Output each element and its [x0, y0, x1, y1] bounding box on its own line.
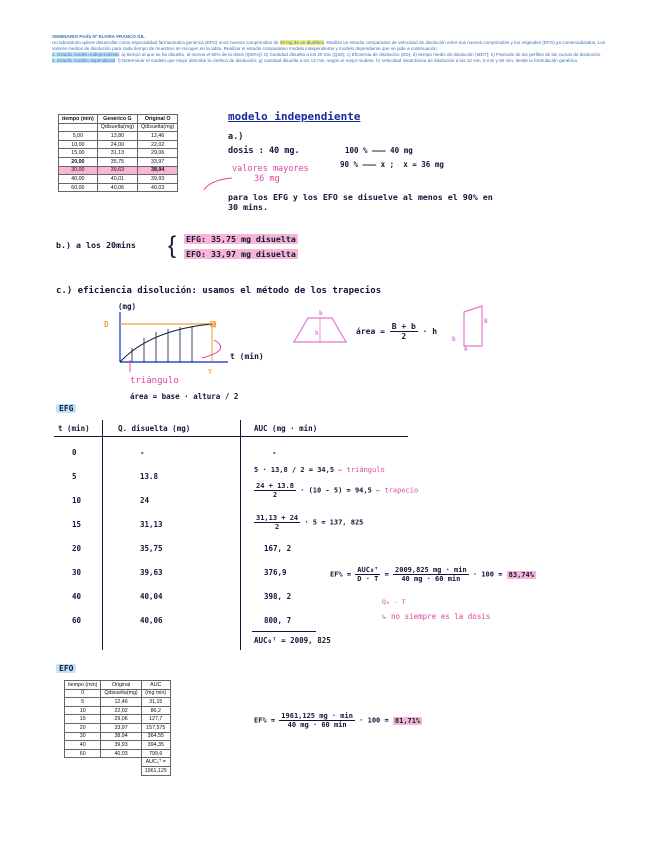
table-row: 30 38,94 364,55 [65, 732, 171, 741]
graph-q-label: Q [212, 320, 217, 329]
seminar-title: SEMINARIO Profa Nº ELVIRA FRANCO GIL [52, 34, 145, 39]
dosis: dosis : 40 mg. [228, 146, 300, 156]
efg-time: 10 [72, 496, 82, 505]
efg-auc: 398, 2 [264, 592, 292, 601]
dose-note: ↳ no siempre es la dosis [382, 612, 491, 621]
efg-q: 31,13 [140, 520, 163, 529]
efg-time: 15 [72, 520, 82, 529]
table-row: 15 29,06 127,7 [65, 715, 171, 724]
table-row: 40,00 40,01 39,93 [59, 175, 178, 184]
item-2: 2. Estudio modelo dependiente: f) Determinar el modelo que mejor describe la cinética de disolución; g) cantidad disuelta a los 12 min, según el mejor modelo. h) Velocidad instantánea de disolución a los 12 min, 5 min y 60 min, desde la formulación genérica. [52, 58, 579, 63]
table-row: 5 12,46 31,15 [65, 698, 171, 707]
efg-time: 0 [72, 448, 77, 457]
table-row: 60,00 40,06 40,03 [59, 183, 178, 192]
a-label: a.) [228, 132, 244, 142]
efo-table: tiempo (min) Original AUC 0 Qdisuelta(mg) (mg min) 5 12,46 31,15 10 22,02 86,2 15 29,06 127,7 20 33,97 157,575 30 38,94 364,55 40 39,93 394,35 60 40,03 799,6 AUC₀ᵀ = 1961,125 [64, 680, 171, 776]
efg-auc: 800, 7 [264, 616, 292, 625]
efg-q20: EFG: 35,75 mg disuelta [186, 234, 296, 244]
efg-q: 24 [140, 496, 150, 505]
ef-formula-efg: EF% = $\frac{\text{AUC₀ᵀ}}{D \cdot T}$ = $\frac{2009,825 mg \cdot \min}{40 mg \cdot 60 \min}$ · 100 = 83,74% [330, 566, 534, 583]
efg-tag: EFG [56, 404, 76, 413]
table-row: 10 22,02 86,2 [65, 706, 171, 715]
efg-auc: 167, 2 [264, 544, 292, 553]
efg-q: - [140, 448, 145, 457]
conclusion-a: para los EFG y los EFO se disuelve al menos el 90% en 30 mins. [228, 192, 493, 212]
table-row: 15,00 31,13 29,06 [59, 149, 178, 158]
efg-q: 13.8 [140, 472, 159, 481]
efg-time: 20 [72, 544, 82, 553]
graph-t-label: T [208, 368, 212, 376]
intro-paragraph: Un laboratorio quiere desarrollar como especialidad farmacéutica genérica (EFG) unos nuevos comprimidos de 40 mg de un diurético. Realiza un estudio comparativo de velocidad de disolución entre sus nuevos comprimidos y los originales (EFO) ya comercializados. Los valores medios de disolución para cada tiempo de muestreo se recogen en la tabla. Realizar el estudio comparativo modelo independiente y modelo dependiente que se pide a continuación: [52, 40, 606, 51]
brace-icon: { [168, 232, 177, 259]
efg-q: 40,04 [140, 592, 163, 601]
efg-q: 39,63 [140, 568, 163, 577]
calc-trap-1: $\frac{24 + 13.8}{2}$ · (10 - 5) = 94,5 ← trapecio [256, 482, 419, 499]
b-label: b.) a los 20mins [56, 240, 136, 250]
table-row: 20 33,97 157,575 [65, 723, 171, 732]
trapezoid-icon [290, 312, 350, 346]
dissolution-table: tiempo (min) Genérico G Original O Qdisuelta(mg) Qdisuelta(mg) 5,00 13,80 12,46 10,00 24,00 22,02 15,00 31,13 29,06 20,00 35,75 33,97 30,00 39,63 38,94 40,00 40,01 39,93 60,00 40,06 40,03 [58, 114, 178, 192]
auc-total: AUC₀ᵀ = 2009, 825 [254, 636, 331, 645]
ef-result-efo: 81,71% [394, 716, 421, 725]
graph-y-label: (mg) [118, 302, 137, 311]
efg-auc: - [272, 448, 277, 457]
efo-q20: EFO: 33,97 mg disuelta [186, 249, 296, 259]
efo-auc-total: 1961,125 [141, 766, 170, 775]
triangle-note: triángulo [130, 376, 179, 386]
efg-q: 40,06 [140, 616, 163, 625]
efg-q: 35,75 [140, 544, 163, 553]
graph-d-label: D [104, 320, 109, 329]
efg-table: t (min) Q. disuelta (mg) AUC (mg · min) 0 - - 5 13.8 10 24 15 31,13 20 35,75 167, 2 30 39,63 376,9 40 40,04 398, 2 60 40,06 800, 7 5 · 13,8 / 2 = 34,5 ← triángulo $\frac{24 + 13.8}{2}$ · (10 - 5) = 94,5 ← trapecio $\frac{31,13 + 24}{2}$ · 5 = 137, 825 AUC₀ᵀ = 2009, 825 [54, 420, 614, 656]
efg-time: 40 [72, 592, 82, 601]
triangle-area: área = base · altura / 2 [130, 392, 239, 401]
c-label: c.) eficiencia disolución: usamos el método de los trapecios [56, 286, 382, 296]
efg-auc: 376,9 [264, 568, 287, 577]
table-row: 30,00 39,63 38,94 [59, 166, 178, 175]
item-1: 1. Estudio modelo independiente: a) tiempo al que se ha disuelto, al menos el 90% de la dosis (t(90%)); b) Cantidad disuelta a los 20 min (Q20); c) Eficiencia de disolución (ED); d) tiempo medio de disolución (MDT); e) Parecido de los perfiles de las curvas de disolución. [52, 52, 602, 57]
efo-tag: EFO [56, 664, 76, 673]
table-row: 10,00 24,00 22,02 [59, 140, 178, 149]
efg-time: 30 [72, 568, 82, 577]
table-row: 20,00 35,75 33,97 [59, 157, 178, 166]
valores-note: valores mayores 36 mg [232, 164, 309, 184]
efg-time: 60 [72, 616, 82, 625]
table-row: 5,00 13,80 12,46 [59, 132, 178, 141]
table-row: 60 40,03 799,6 [65, 749, 171, 758]
section-title: modelo independiente [228, 110, 361, 123]
graph-x-label: t (min) [230, 352, 264, 361]
table-row: 40 39,93 394,35 [65, 741, 171, 750]
problem-statement [52, 34, 612, 64]
efg-time: 5 [72, 472, 77, 481]
rotated-trapezoid-icon [452, 304, 496, 348]
pointer-arrow [200, 174, 234, 194]
table-header: tiempo (min) Genérico G Original O [59, 115, 178, 124]
trapezoid-graph [110, 310, 230, 372]
ef-formula-efo: EF% = $\frac{1961,125 mg \cdot \min}{40 mg \cdot 60 \min}$ · 100 = 81,71% [254, 712, 421, 729]
efo-auc-total: AUC₀ᵀ = [141, 758, 170, 767]
calc-trap-2: $\frac{31,13 + 24}{2}$ · 5 = 137, 825 [256, 514, 364, 531]
trapezoid-area: área = $\frac{B + b}{2}$ · h [356, 322, 438, 341]
calc-triangle: 5 · 13,8 / 2 = 34,5 ← triángulo [254, 466, 385, 474]
ef-result-efg: 83,74% [508, 570, 534, 579]
